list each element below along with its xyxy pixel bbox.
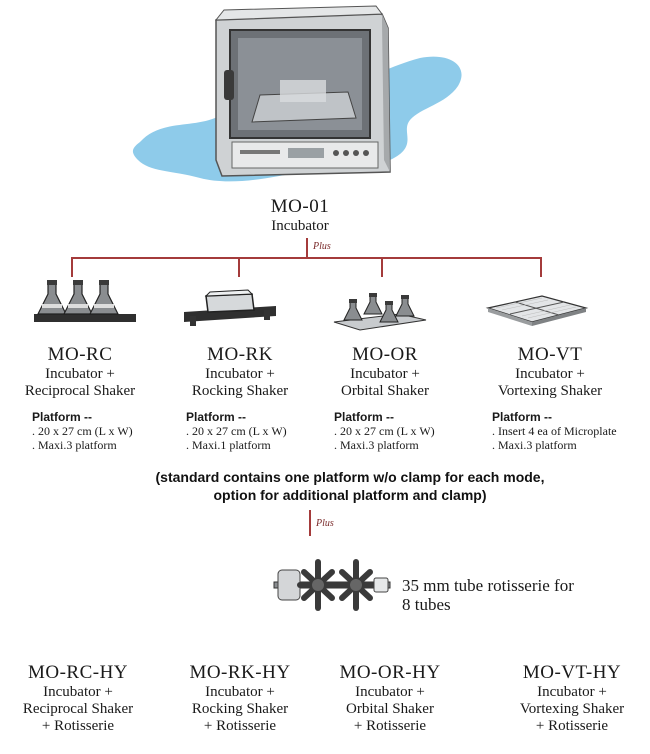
hy-model: MO-OR-HY [339, 662, 441, 683]
variant-line2: Rocking Shaker [191, 383, 289, 399]
hy-line1: Incubator + [537, 684, 607, 700]
plus-label-bottom: Plus [316, 518, 334, 529]
variant-model: MO-RC [47, 344, 113, 365]
variant-mo-or [305, 344, 465, 400]
connector-drop-or [381, 257, 383, 277]
hy-line2: Orbital Shaker [346, 701, 434, 717]
variant-line2: Vortexing Shaker [497, 383, 603, 399]
variant-line1: Incubator + [515, 366, 585, 382]
hy-line3: + Rotisserie [41, 718, 115, 734]
spec-line: . Maxi.1 platform [186, 438, 271, 452]
variant-line1: Incubator + [45, 366, 115, 382]
orbital-shaker-image [330, 290, 430, 334]
spec-line: . Maxi.3 platform [492, 438, 577, 452]
vortexing-shaker-image [482, 292, 592, 328]
hy-variant-mo-vt-hy [494, 662, 650, 735]
spec-line: . Insert 4 ea of Microplate [492, 424, 617, 438]
connector-horizontal [71, 257, 542, 259]
spec-line: . Maxi.3 platform [32, 438, 117, 452]
hy-variant-mo-or-hy [312, 662, 468, 735]
hy-model: MO-RC-HY [27, 662, 129, 683]
hy-line3: + Rotisserie [203, 718, 277, 734]
variant-mo-rc-spec [32, 410, 172, 452]
variant-model: MO-OR [352, 344, 418, 365]
connector-drop-vt [540, 257, 542, 277]
standard-note [100, 468, 600, 504]
variant-line2: Reciprocal Shaker [24, 383, 136, 399]
hy-line2: Vortexing Shaker [519, 701, 625, 717]
platform-heading: Platform -- [492, 410, 552, 424]
hy-line1: Incubator + [43, 684, 113, 700]
variant-mo-rk [160, 344, 320, 400]
variant-line1: Incubator + [205, 366, 275, 382]
spec-line: . 20 x 27 cm (L x W) [334, 424, 435, 438]
variant-line2: Orbital Shaker [341, 383, 429, 399]
hy-line1: Incubator + [205, 684, 275, 700]
connector-vertical-bottom [309, 510, 311, 536]
hy-model: MO-VT-HY [522, 662, 622, 683]
rotisserie-description [402, 576, 642, 614]
variant-mo-vt-spec [492, 410, 648, 452]
rotisserie-line1: 35 mm tube rotisserie for [402, 576, 574, 595]
platform-heading: Platform -- [334, 410, 394, 424]
variant-line1: Incubator + [350, 366, 420, 382]
platform-heading: Platform -- [186, 410, 246, 424]
plus-label-top: Plus [313, 241, 331, 252]
hy-line2: Reciprocal Shaker [22, 701, 134, 717]
variant-model: MO-RK [207, 344, 273, 365]
hy-variant-mo-rc-hy [0, 662, 156, 735]
top-label: Incubator [271, 218, 329, 234]
hy-line3: + Rotisserie [535, 718, 609, 734]
hy-variant-mo-rk-hy [162, 662, 318, 735]
hy-model: MO-RK-HY [189, 662, 291, 683]
hy-line3: + Rotisserie [353, 718, 427, 734]
spec-line: . 20 x 27 cm (L x W) [186, 424, 287, 438]
connector-drop-rc [71, 257, 73, 277]
spec-line: . 20 x 27 cm (L x W) [32, 424, 133, 438]
note-line1: (standard contains one platform w/o clamp for each mode, [155, 469, 545, 485]
variant-mo-vt [470, 344, 630, 400]
top-model: MO-01 [270, 196, 330, 217]
variant-mo-rc [0, 344, 160, 400]
reciprocal-shaker-image [30, 278, 140, 326]
variant-mo-or-spec [334, 410, 474, 452]
rocking-shaker-image [180, 286, 280, 330]
connector-vertical-top [306, 238, 308, 258]
spec-line: . Maxi.3 platform [334, 438, 419, 452]
platform-heading: Platform -- [32, 410, 92, 424]
rotisserie-line2: 8 tubes [402, 595, 451, 614]
hy-line1: Incubator + [355, 684, 425, 700]
variant-model: MO-VT [517, 344, 583, 365]
rotisserie-image [270, 552, 394, 618]
note-line2: option for additional platform and clamp) [213, 487, 487, 503]
incubator-image [120, 0, 480, 200]
hy-line2: Rocking Shaker [191, 701, 289, 717]
connector-drop-rk [238, 257, 240, 277]
variant-mo-rk-spec [186, 410, 326, 452]
